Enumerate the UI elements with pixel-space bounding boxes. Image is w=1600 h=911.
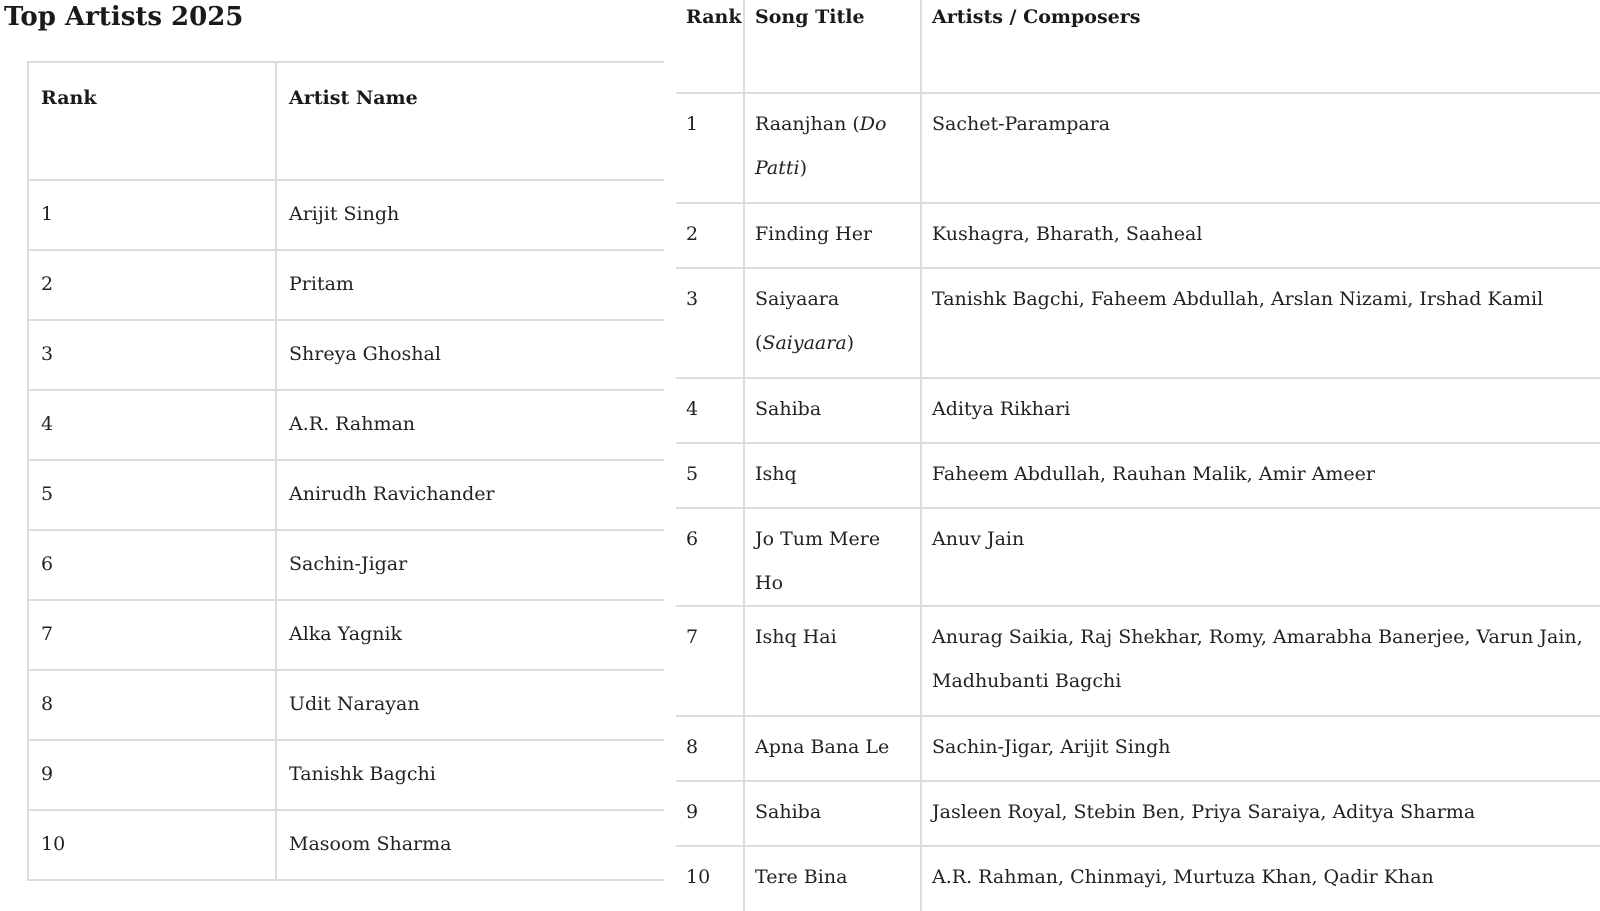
artist-name-cell: Arijit Singh (276, 180, 664, 250)
rank-cell: 4 (676, 378, 744, 443)
song-title-cell: Tere Bina (744, 846, 921, 911)
rank-cell: 10 (28, 810, 276, 880)
table-row (28, 460, 664, 530)
table-row (28, 740, 664, 810)
artists-cell: Sachet-Parampara (921, 93, 1600, 203)
table-row (676, 93, 1600, 203)
rank-cell: 6 (28, 530, 276, 600)
header-rank: Rank (28, 62, 276, 180)
rank-cell: 5 (676, 443, 744, 508)
songs-table (676, 0, 1600, 911)
artists-cell: Aditya Rikhari (921, 378, 1600, 443)
song-title-cell: Finding Her (744, 203, 921, 268)
header-song-title: Song Title (744, 0, 921, 93)
table-row (28, 180, 664, 250)
song-title-cell: Sahiba (744, 378, 921, 443)
artists-cell: Jasleen Royal, Stebin Ben, Priya Saraiya, Aditya Sharma (921, 781, 1600, 846)
artist-name-cell: Pritam (276, 250, 664, 320)
table-header-row (676, 0, 1600, 93)
artist-name-cell: Udit Narayan (276, 670, 664, 740)
table-row (676, 203, 1600, 268)
song-title-cell: Saiyaara (Saiyaara) (744, 268, 921, 378)
table-row (676, 781, 1600, 846)
table-row (28, 320, 664, 390)
artist-name-cell: Sachin-Jigar (276, 530, 664, 600)
song-title-cell: Sahiba (744, 781, 921, 846)
top-artists-panel (0, 0, 664, 900)
table-row (28, 810, 664, 880)
rank-cell: 1 (676, 93, 744, 203)
artist-name-cell: Anirudh Ravichander (276, 460, 664, 530)
top-songs-panel (676, 0, 1600, 900)
table-row (28, 530, 664, 600)
header-rank: Rank (676, 0, 744, 93)
page-title: Top Artists 2025 (4, 2, 244, 32)
table-row (676, 716, 1600, 781)
artist-name-cell: Tanishk Bagchi (276, 740, 664, 810)
table-row (28, 670, 664, 740)
rank-cell: 9 (676, 781, 744, 846)
table-row (676, 378, 1600, 443)
artist-name-cell: Shreya Ghoshal (276, 320, 664, 390)
song-title-cell: Jo Tum Mere Ho (744, 508, 921, 606)
table-row (676, 606, 1600, 716)
rank-cell: 7 (28, 600, 276, 670)
rank-cell: 3 (676, 268, 744, 378)
rank-cell: 9 (28, 740, 276, 810)
artist-name-cell: A.R. Rahman (276, 390, 664, 460)
rank-cell: 3 (28, 320, 276, 390)
artists-cell: Anurag Saikia, Raj Shekhar, Romy, Amarabha Banerjee, Varun Jain, Madhubanti Bagchi (921, 606, 1600, 716)
header-artists-composers: Artists / Composers (921, 0, 1600, 93)
artists-cell: Faheem Abdullah, Rauhan Malik, Amir Ameer (921, 443, 1600, 508)
rank-cell: 4 (28, 390, 276, 460)
song-title-cell: Ishq Hai (744, 606, 921, 716)
rank-cell: 1 (28, 180, 276, 250)
artists-cell: A.R. Rahman, Chinmayi, Murtuza Khan, Qadir Khan (932, 866, 1434, 888)
rank-cell: 2 (676, 203, 744, 268)
table-row (676, 508, 1600, 606)
table-row (676, 443, 1600, 508)
artist-name-cell: Alka Yagnik (276, 600, 664, 670)
song-title-cell: Apna Bana Le (744, 716, 921, 781)
table-row (676, 846, 1600, 911)
table-row (28, 390, 664, 460)
film-title: Do Patti (755, 113, 887, 179)
song-title-cell: Raanjhan (Do Patti) (744, 93, 921, 203)
rank-cell: 10 (676, 846, 744, 911)
rank-cell: 5 (28, 460, 276, 530)
rank-cell: 7 (676, 606, 744, 716)
artists-cell: Anuv Jain (921, 508, 1600, 606)
artists-cell: Sachin-Jigar, Arijit Singh (921, 716, 1600, 781)
artists-cell: Tanishk Bagchi, Faheem Abdullah, Arslan Nizami, Irshad Kamil (921, 268, 1600, 378)
table-row (28, 250, 664, 320)
rank-cell: 8 (28, 670, 276, 740)
table-header-row (28, 62, 664, 180)
artist-name-cell: Masoom Sharma (276, 810, 664, 880)
rank-cell: 6 (676, 508, 744, 606)
table-row (28, 600, 664, 670)
table-row (676, 268, 1600, 378)
artists-cell: Kushagra, Bharath, Saaheal (921, 203, 1600, 268)
song-title-cell: Ishq (744, 443, 921, 508)
artists-table (27, 61, 664, 881)
rank-cell: 8 (676, 716, 744, 781)
header-artist-name: Artist Name (276, 62, 664, 180)
film-title: Saiyaara (762, 332, 847, 354)
rank-cell: 2 (28, 250, 276, 320)
